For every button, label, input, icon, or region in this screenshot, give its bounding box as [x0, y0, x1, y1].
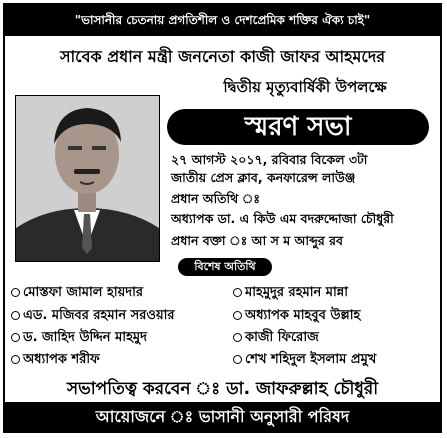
bullet-icon [11, 355, 20, 364]
bullet-icon [233, 355, 242, 364]
special-guest: এড. মজিবর রহমান সরওয়ার [11, 306, 175, 327]
event-name-banner: স্মরণ সভা [167, 109, 429, 145]
memorial-advertisement [3, 3, 442, 433]
special-guest: মাহমুদুর রহমান মান্না [233, 283, 348, 304]
special-guests-label: বিশেষ অতিথি [178, 258, 272, 276]
title-line: সাবেক প্রধান মন্ত্রী জননেতা কাজী জাফর আহমদের [59, 47, 386, 66]
main-speaker: প্রধান বক্তা ঃ আ স ম আব্দুর রব [171, 233, 343, 248]
portrait-photo [15, 95, 160, 262]
slogan-banner: "ভাসানীর চেতনায় প্রগতিশীল ও দেশপ্রেমিক শক্তির ঐক্য চাই" [5, 5, 440, 36]
chief-guest-label: প্রধান অতিথি ঃ [171, 191, 261, 206]
bullet-icon [233, 333, 242, 342]
subtitle: দ্বিতীয় মৃত্যুবার্ষিকী উপলক্ষে [223, 78, 387, 96]
special-guest: ড. জাহিদ উদ্দিন মাহমুদ [11, 328, 147, 349]
special-guest: অধ্যাপক শরীফ [11, 350, 100, 371]
event-date: ২৭ আগস্ট ২০১৭, রবিবার বিকেল ৩টা [171, 152, 368, 167]
bullet-icon [233, 311, 242, 320]
special-guest: শেখ শহিদুল ইসলাম প্রমুখ [233, 350, 376, 371]
special-guest: কাজী ফিরোজ [233, 328, 319, 349]
chief-guest-name: অধ্যাপক ডা. এ কিউ এম বদরুদ্দোজা চৌধুরী [171, 211, 394, 226]
special-guest: মোস্তফা জামাল হায়দার [11, 283, 143, 304]
bullet-icon [233, 288, 242, 297]
event-venue: জাতীয় প্রেস ক্লাব, কনফারেন্স লাউঞ্জ [171, 170, 356, 185]
chairperson-line: সভাপতিত্ব করবেন ঃ ডা. জাফরুল্লাহ চৌধুরী [66, 379, 379, 399]
special-guest: অধ্যাপক মাহবুব উল্লাহ [233, 306, 360, 327]
organizer-banner: আয়োজনে ঃ ভাসানী অনুসারী পরিষদ [5, 402, 440, 431]
bullet-icon [11, 288, 20, 297]
bullet-icon [11, 311, 20, 320]
bullet-icon [11, 333, 20, 342]
